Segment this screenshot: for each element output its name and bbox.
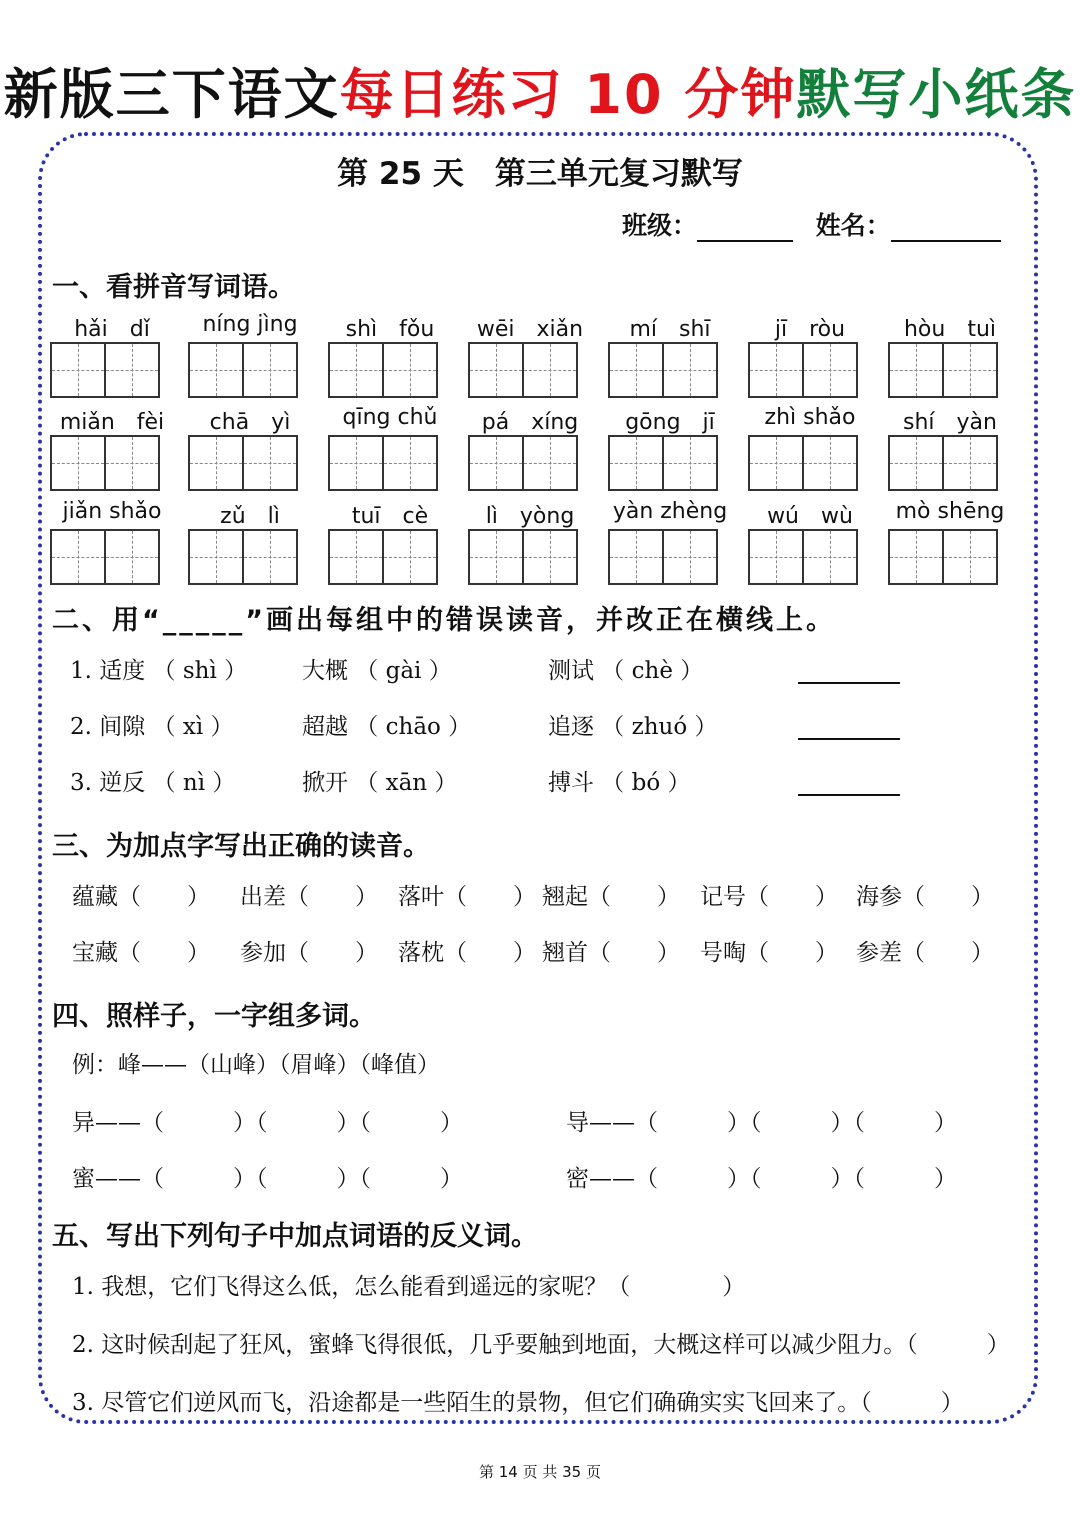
pronunciation-item[interactable]: 翘起（ ） — [542, 884, 680, 910]
pinyin-label: mí shī — [629, 317, 711, 342]
writing-cell[interactable] — [662, 435, 718, 491]
pronunciation-item[interactable]: 参加（ ） — [240, 940, 378, 966]
writing-cell[interactable] — [242, 529, 298, 585]
writing-grid — [50, 529, 158, 585]
writing-grid — [608, 342, 716, 398]
writing-grid — [188, 435, 296, 491]
writing-grid — [50, 435, 158, 491]
writing-cell[interactable] — [888, 529, 944, 585]
writing-cell[interactable] — [942, 342, 998, 398]
reading-item: 2. 间隙 （ xì ） — [70, 714, 234, 740]
writing-cell[interactable] — [748, 342, 804, 398]
writing-cell[interactable] — [942, 435, 998, 491]
student-info — [622, 206, 1015, 242]
writing-cell[interactable] — [522, 529, 578, 585]
writing-cell[interactable] — [468, 435, 524, 491]
name-blank[interactable] — [891, 218, 1001, 242]
writing-cell[interactable] — [802, 529, 858, 585]
writing-grid — [328, 342, 436, 398]
writing-grid — [748, 529, 856, 585]
pinyin-label: zhì shǎo — [764, 405, 856, 430]
writing-grid — [188, 342, 296, 398]
writing-cell[interactable] — [382, 435, 438, 491]
writing-cell[interactable] — [242, 342, 298, 398]
section-2-title: 二、用“_____”画出每组中的错误读音，并改正在横线上。 — [52, 605, 836, 636]
writing-cell[interactable] — [888, 435, 944, 491]
pinyin-label: tuī cè — [351, 504, 429, 529]
answer-line[interactable] — [798, 680, 900, 684]
writing-cell[interactable] — [188, 529, 244, 585]
pinyin-label: wēi xiǎn — [476, 317, 584, 342]
writing-cell[interactable] — [104, 529, 160, 585]
word-building-item[interactable]: 异——（ ）（ ）（ ） — [72, 1110, 463, 1136]
writing-cell[interactable] — [608, 529, 664, 585]
writing-cell[interactable] — [748, 529, 804, 585]
section-1-title: 一、看拼音写词语。 — [52, 272, 295, 303]
writing-cell[interactable] — [608, 435, 664, 491]
reading-item: 搏斗 （ bó ） — [548, 770, 691, 796]
banner-part-2: 每日练习 10 分钟 — [339, 63, 797, 126]
name-label: 姓名： — [815, 211, 891, 240]
pinyin-label: yàn zhèng — [612, 499, 728, 524]
writing-grid — [888, 342, 996, 398]
banner-part-3: 默写小纸条 — [796, 63, 1077, 126]
page-number: 第 14 页 共 35 页 — [478, 1463, 601, 1481]
pinyin-label: miǎn fèi — [59, 410, 165, 435]
writing-cell[interactable] — [662, 529, 718, 585]
writing-grid — [328, 435, 436, 491]
writing-grid — [468, 342, 576, 398]
banner-title — [0, 52, 1080, 129]
writing-grid — [748, 435, 856, 491]
writing-cell[interactable] — [522, 342, 578, 398]
pronunciation-item[interactable]: 出差（ ） — [240, 884, 378, 910]
pinyin-label: jī ròu — [774, 317, 846, 342]
word-building-item[interactable]: 蜜——（ ）（ ）（ ） — [72, 1166, 463, 1192]
writing-cell[interactable] — [50, 435, 106, 491]
writing-cell[interactable] — [468, 529, 524, 585]
answer-line[interactable] — [798, 736, 900, 740]
writing-cell[interactable] — [382, 529, 438, 585]
pronunciation-item[interactable]: 落叶（ ） — [398, 884, 536, 910]
pinyin-label: níng jìng — [202, 312, 298, 337]
writing-cell[interactable] — [888, 342, 944, 398]
writing-grid — [188, 529, 296, 585]
answer-line[interactable] — [798, 792, 900, 796]
antonym-sentence[interactable]: 2. 这时候刮起了狂风，蜜蜂飞得很低，几乎要触到地面，大概这样可以减少阻力。（ ） — [72, 1332, 1010, 1358]
writing-grid — [468, 529, 576, 585]
writing-cell[interactable] — [188, 435, 244, 491]
word-building-item[interactable]: 导——（ ）（ ）（ ） — [566, 1110, 957, 1136]
pronunciation-item[interactable]: 参差（ ） — [856, 940, 994, 966]
writing-cell[interactable] — [662, 342, 718, 398]
writing-cell[interactable] — [748, 435, 804, 491]
writing-cell[interactable] — [104, 342, 160, 398]
word-building-item[interactable]: 密——（ ）（ ）（ ） — [566, 1166, 957, 1192]
reading-item: 超越 （ chāo ） — [302, 714, 472, 740]
pinyin-label: gōng jī — [625, 410, 715, 435]
writing-cell[interactable] — [942, 529, 998, 585]
writing-cell[interactable] — [468, 342, 524, 398]
writing-grid — [328, 529, 436, 585]
writing-cell[interactable] — [50, 529, 106, 585]
writing-grid — [888, 435, 996, 491]
pinyin-label: qīng chǔ — [342, 405, 438, 430]
pronunciation-item[interactable]: 海参（ ） — [856, 884, 994, 910]
writing-cell[interactable] — [802, 342, 858, 398]
reading-item: 追逐 （ zhuó ） — [548, 714, 718, 740]
pinyin-label: zǔ lì — [220, 504, 280, 529]
pronunciation-item[interactable]: 落枕（ ） — [398, 940, 536, 966]
reading-item: 测试 （ chè ） — [548, 658, 704, 684]
writing-grid — [50, 342, 158, 398]
pinyin-label: chā yì — [209, 410, 291, 435]
writing-grid — [608, 435, 716, 491]
writing-grid — [748, 342, 856, 398]
antonym-sentence[interactable]: 3. 尽管它们逆风而飞，沿途都是一些陌生的景物，但它们确确实实飞回来了。（ ） — [72, 1390, 964, 1416]
writing-cell[interactable] — [242, 435, 298, 491]
writing-cell[interactable] — [50, 342, 106, 398]
reading-item: 3. 逆反 （ nì ） — [70, 770, 236, 796]
writing-cell[interactable] — [608, 342, 664, 398]
antonym-sentence[interactable]: 1. 我想，它们飞得这么低，怎么能看到遥远的家呢？（ ） — [72, 1274, 746, 1300]
writing-grid — [468, 435, 576, 491]
writing-cell[interactable] — [328, 435, 384, 491]
pinyin-label: shí yàn — [903, 410, 997, 435]
writing-cell[interactable] — [104, 435, 160, 491]
pinyin-label: jiǎn shǎo — [62, 499, 162, 524]
writing-cell[interactable] — [188, 342, 244, 398]
pinyin-label: hòu tuì — [903, 317, 997, 342]
pronunciation-item[interactable]: 蕴藏（ ） — [72, 884, 210, 910]
writing-cell[interactable] — [328, 342, 384, 398]
word-example: 例：峰——（山峰）（眉峰）（峰值） — [72, 1052, 440, 1078]
writing-cell[interactable] — [382, 342, 438, 398]
reading-item: 1. 适度 （ shì ） — [70, 658, 248, 684]
page-title: 第 25 天 第三单元复习默写 — [337, 156, 743, 192]
section-4-title: 四、照样子，一字组多词。 — [52, 1001, 376, 1032]
reading-item: 大概 （ gài ） — [302, 658, 452, 684]
pronunciation-item[interactable]: 宝藏（ ） — [72, 940, 210, 966]
class-label: 班级： — [622, 211, 698, 240]
pinyin-label: shì fǒu — [345, 317, 435, 342]
pronunciation-item[interactable]: 记号（ ） — [700, 884, 838, 910]
class-blank[interactable] — [697, 218, 793, 242]
pinyin-label: pá xíng — [481, 410, 579, 435]
pinyin-label: wú wù — [767, 504, 853, 529]
pronunciation-item[interactable]: 号啕（ ） — [700, 940, 838, 966]
writing-grid — [888, 529, 996, 585]
writing-grid — [608, 529, 716, 585]
pronunciation-item[interactable]: 翘首（ ） — [542, 940, 680, 966]
section-5-title: 五、写出下列句子中加点词语的反义词。 — [52, 1221, 538, 1252]
pinyin-label: hǎi dǐ — [74, 317, 150, 342]
pinyin-label: mò shēng — [895, 499, 1005, 524]
writing-cell[interactable] — [522, 435, 578, 491]
writing-cell[interactable] — [802, 435, 858, 491]
banner-part-1: 新版三下语文 — [3, 63, 340, 126]
writing-cell[interactable] — [328, 529, 384, 585]
pinyin-label: lì yòng — [485, 504, 575, 529]
section-3-title: 三、为加点字写出正确的读音。 — [52, 831, 430, 862]
reading-item: 掀开 （ xān ） — [302, 770, 458, 796]
